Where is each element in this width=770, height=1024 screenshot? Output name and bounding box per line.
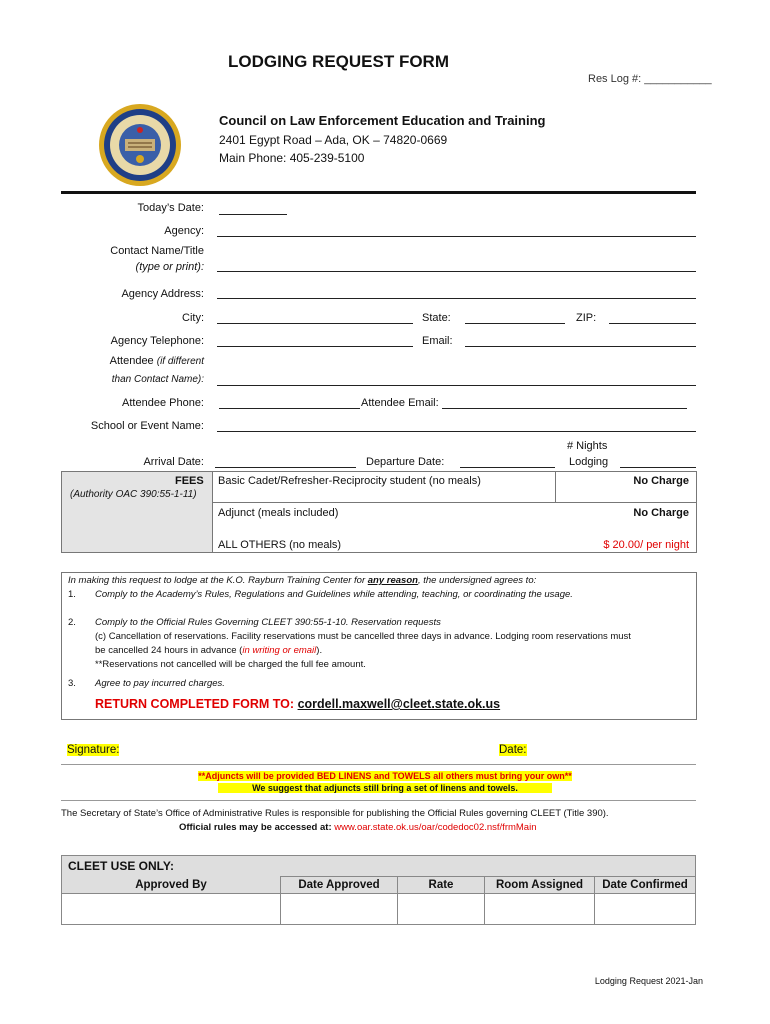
term-item-2c: (c) Cancellation of reservations. Facility reservations must be cancelled three days in advance. Lodging room reservations must <box>95 631 631 642</box>
attendee-email-input[interactable] <box>442 408 687 409</box>
attendee-than-label: than Contact Name): <box>111 374 204 385</box>
org-phone: Main Phone: 405-239-5100 <box>219 151 365 165</box>
col-rate: Rate <box>398 877 485 894</box>
terms-intro-a: In making this request to lodge at the K.O. Rayburn Training Center for <box>68 575 368 586</box>
rate-cell[interactable] <box>398 893 485 924</box>
room-assigned-cell[interactable] <box>485 893 595 924</box>
attendee-phone-input[interactable] <box>219 408 360 409</box>
departure-label: Departure Date: <box>366 456 445 468</box>
departure-input[interactable] <box>460 467 555 468</box>
school-input[interactable] <box>217 431 696 432</box>
col-date-confirmed: Date Confirmed <box>595 877 696 894</box>
header-divider <box>61 191 696 194</box>
email-input[interactable] <box>465 346 696 347</box>
adjunct-note-box <box>198 771 571 781</box>
fee-row-price: No Charge <box>633 507 689 519</box>
rules-url[interactable]: www.oar.state.ok.us/oar/codedoc02.nsf/frmMain <box>334 822 537 833</box>
fee-row-desc: Adjunct (meals included) <box>218 507 339 519</box>
attendee-email-label: Attendee Email: <box>361 397 439 409</box>
terms-intro-c: , the undersigned agrees to: <box>417 575 537 586</box>
arrival-input[interactable] <box>215 467 356 468</box>
col-date-approved: Date Approved <box>281 877 398 894</box>
terms-intro <box>68 575 536 586</box>
todays-date-label: Today’s Date: <box>137 202 204 214</box>
signature-label: Signature: <box>67 744 120 756</box>
return-line <box>95 697 500 711</box>
cleet-use-title-row <box>62 856 696 877</box>
term-number: 2. <box>68 617 76 628</box>
nights-label: # Nights <box>567 440 608 452</box>
agency-input[interactable] <box>217 236 696 237</box>
col-room-assigned: Room Assigned <box>485 877 595 894</box>
zip-input[interactable] <box>609 323 696 324</box>
term-item-1: Comply to the Academy’s Rules, Regulations and Guidelines while attending, teaching, or coordinating the usage. <box>95 589 573 600</box>
term-item-2e: **Reservations not cancelled will be charged the full fee amount. <box>95 659 366 670</box>
attendee-text: Attendee <box>109 355 154 367</box>
page-title: LODGING REQUEST FORM <box>228 52 449 71</box>
rules-label: Official rules may be accessed at: <box>179 822 332 833</box>
fees-authority: (Authority OAC 390:55-1-11) <box>70 489 197 500</box>
term-number: 3. <box>68 678 76 689</box>
date-confirmed-cell[interactable] <box>595 893 696 924</box>
cleet-use-table <box>61 855 696 925</box>
fee-row-divider <box>212 502 696 503</box>
footer-text: Lodging Request 2021-Jan <box>594 976 703 986</box>
cleet-use-title: CLEET USE ONLY: <box>68 859 175 873</box>
arrival-label: Arrival Date: <box>143 456 204 468</box>
res-log-label <box>588 73 712 85</box>
contact-name-input[interactable] <box>217 271 696 272</box>
adjunct-note-b: BED LINENS <box>316 771 372 781</box>
fee-row-divider <box>555 472 556 502</box>
email-label: Email: <box>422 335 453 347</box>
school-label: School or Event Name: <box>90 420 204 432</box>
fee-row-price: No Charge <box>633 475 689 487</box>
org-name: Council on Law Enforcement Education and Training <box>219 113 546 128</box>
attendee-if-text: (if different <box>156 356 204 367</box>
nights-input[interactable] <box>620 467 696 468</box>
agency-telephone-input[interactable] <box>217 346 413 347</box>
rules-line <box>179 822 537 833</box>
suggest-note-text: We suggest that adjuncts still bring a set of linens and towels. <box>218 783 552 793</box>
res-log-text: Res Log #: <box>588 73 642 85</box>
agency-telephone-label: Agency Telephone: <box>110 335 204 347</box>
zip-label: ZIP: <box>576 312 597 324</box>
attendee-label <box>110 355 204 367</box>
fees-label: FEES <box>175 475 204 487</box>
city-input[interactable] <box>217 323 413 324</box>
res-log-blank[interactable]: ___________ <box>644 73 712 85</box>
adjunct-note-d: TOWELS <box>392 771 431 781</box>
agency-label: Agency: <box>164 225 204 237</box>
lodging-label: Lodging <box>569 456 609 468</box>
signature-line[interactable] <box>61 764 696 765</box>
org-address: 2401 Egypt Road – Ada, OK – 74820-0669 <box>219 133 448 147</box>
term-item-2d-c: ). <box>316 645 323 656</box>
contact-sub-label: (type or print): <box>135 261 204 273</box>
term-item-2: Comply to the Official Rules Governing CLEET 390:55-1-10. Reservation requests <box>95 617 441 628</box>
fee-row-desc: Basic Cadet/Refresher-Reciprocity student (no meals) <box>218 475 481 487</box>
date-approved-cell[interactable] <box>281 893 398 924</box>
term-item-3: Agree to pay incurred charges. <box>95 678 225 689</box>
date-label: Date: <box>499 744 527 756</box>
city-label: City: <box>182 312 204 324</box>
return-email[interactable]: cordell.maxwell@cleet.state.ok.us <box>297 697 501 711</box>
return-label: RETURN COMPLETED FORM TO: <box>95 697 295 711</box>
fee-row-price: $ 20.00/ per night <box>603 539 689 551</box>
fee-row-desc: ALL OTHERS (no meals) <box>218 539 342 551</box>
term-item-2d-b: in writing or email <box>242 645 317 656</box>
state-input[interactable] <box>465 323 565 324</box>
agency-address-input[interactable] <box>217 298 696 299</box>
secretary-note: The Secretary of State’s Office of Administrative Rules is responsible for publishing the Official Rules governing CLEET (Title 390). <box>61 808 609 819</box>
col-approved-by: Approved By <box>62 877 281 894</box>
terms-intro-b: any reason <box>367 575 418 586</box>
attendee-phone-label: Attendee Phone: <box>122 397 204 409</box>
cleet-seal-logo <box>98 103 182 187</box>
adjunct-note <box>0 771 770 781</box>
todays-date-input[interactable] <box>219 202 287 215</box>
todays-date-value: ____ <box>219 202 244 214</box>
approved-by-cell[interactable] <box>62 893 281 924</box>
adjunct-note-c: and <box>371 771 393 781</box>
state-label: State: <box>422 312 451 324</box>
term-item-2d-a: be cancelled 24 hours in advance ( <box>95 645 243 656</box>
suggest-note <box>0 783 770 793</box>
adjunct-note-e: all others must bring your own** <box>430 771 572 781</box>
cleet-use-entry-row <box>62 893 696 924</box>
agency-address-label: Agency Address: <box>121 288 204 300</box>
adjunct-note-a: **Adjuncts will be provided <box>198 771 317 781</box>
term-item-2d <box>95 645 322 656</box>
cleet-use-header-row <box>62 877 696 894</box>
suggest-divider <box>61 800 696 801</box>
attendee-input[interactable] <box>217 385 696 386</box>
term-number: 1. <box>68 589 76 600</box>
contact-name-label: Contact Name/Title <box>110 245 204 257</box>
